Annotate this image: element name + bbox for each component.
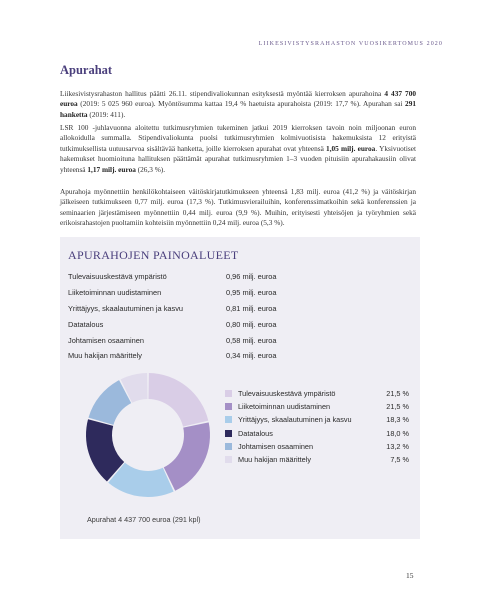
table-row-amount: 0,95 milj. euroa xyxy=(226,288,277,298)
table-row xyxy=(68,332,308,348)
legend-value: 13,2 % xyxy=(386,441,409,451)
legend-item xyxy=(225,387,409,400)
table-row-label: Liiketoiminnan uudistaminen xyxy=(68,288,162,298)
legend-label: Tulevaisuuskestävä ympäristö xyxy=(238,389,336,399)
table-row xyxy=(68,316,308,332)
legend-item xyxy=(225,440,409,453)
legend-label: Datatalous xyxy=(238,428,273,438)
legend-label: Muu hakijan määrittely xyxy=(238,455,312,465)
chart-legend xyxy=(225,387,409,466)
panel-footer: Apurahat 4 437 700 euroa (291 kpl) xyxy=(87,515,201,524)
grants-focus-panel xyxy=(60,237,420,539)
running-header: LIIKESIVISTYSRAHASTON VUOSIKERTOMUS 2020 xyxy=(258,41,443,47)
table-row-amount: 0,96 milj. euroa xyxy=(226,272,277,282)
paragraph-3: Apurahoja myönnettiin henkilökohtaiseen väitöskirjatutkimukseen yhteensä 1,83 milj. euroa (41,2 %) ja väitöskirjan jälkeiseen tutkimukseen 0,77 milj. euroa (17,3 %). Tutkimusvierailuihin, konferenssimatkoihin sekä konferenssien ja seminaarien järjestämiseen myönnettiin 0,44 milj. euroa (9,9 %). Muihin, erityisesti yhteisöjen ja työryhmien sekä erikoisrahastojen puoltamiin kohteisiin myönnettiin 0,24 milj. euroa (5,3 %). xyxy=(60,187,416,228)
donut-slice-2 xyxy=(164,422,210,490)
legend-swatch xyxy=(225,403,232,410)
amount-table xyxy=(68,269,308,364)
table-row-label: Datatalous xyxy=(68,319,104,329)
table-row xyxy=(68,301,308,317)
legend-label: Liiketoiminnan uudistaminen xyxy=(238,402,331,412)
legend-value: 21,5 % xyxy=(386,389,409,399)
panel-title: APURAHOJEN PAINOALUEET xyxy=(68,248,239,262)
legend-label: Yrittäjyys, skaalautuminen ja kasvu xyxy=(238,415,352,425)
table-row-amount: 0,81 milj. euroa xyxy=(226,303,277,313)
table-row-label: Yrittäjyys, skaalautuminen ja kasvu xyxy=(68,303,184,313)
legend-item xyxy=(225,400,409,413)
legend-swatch xyxy=(225,416,232,423)
table-row-amount: 0,80 milj. euroa xyxy=(226,319,277,329)
legend-swatch xyxy=(225,443,232,450)
paragraph-1: Liikesivistysrahaston hallitus päätti 26.11. stipendivaliokunnan esityksestä myöntää kierroksen apurahoina 4 437 700 euroa (2019: 5 025 960 euroa). Myöntösumma kattaa 19,4 % haetuista apurahoista (2019: 17,7 %). Apurahan sai 291 hanketta (2019: 411). xyxy=(60,89,416,119)
legend-label: Johtamisen osaaminen xyxy=(238,441,314,451)
table-row-amount: 0,34 milj. euroa xyxy=(226,351,277,361)
table-row-label: Tulevaisuuskestävä ympäristö xyxy=(68,272,167,282)
legend-swatch xyxy=(225,390,232,397)
donut-chart xyxy=(60,355,225,515)
legend-value: 18,0 % xyxy=(386,428,409,438)
legend-value: 21,5 % xyxy=(386,402,409,412)
legend-swatch xyxy=(225,430,232,437)
paragraph-2: LSR 100 -juhlavuonna aloitettu tutkimusryhmien tukeminen jatkui 2019 kierroksen tavoin noin miljoonan euron allokoidulla summalla. Stipendivaliokunta puolsi tutkimusryhmien kolmivuotisista hakemuksista 12 erityistä tutkimuksellista uutuusarvoa sisältävää hanketta, joille kierroksen apurahat ovat yhteensä 1,05 milj. euroa. Yksivuotiset hakemukset huomioituna hallituksen päättämät apurahat tutkimusryhmien 1–3 vuoden pituisiin apurahakausiin olivat yhteensä 1,17 milj. euroa (26,3 %). xyxy=(60,123,416,174)
table-row xyxy=(68,285,308,301)
table-row-label: Muu hakijan määrittely xyxy=(68,351,142,361)
donut-slice-1 xyxy=(149,373,209,427)
table-row-amount: 0,58 milj. euroa xyxy=(226,335,277,345)
legend-item xyxy=(225,427,409,440)
table-row-label: Johtamisen osaaminen xyxy=(68,335,145,345)
legend-item xyxy=(225,453,409,466)
legend-value: 7,5 % xyxy=(390,455,409,465)
table-row xyxy=(68,269,308,285)
legend-value: 18,3 % xyxy=(386,415,409,425)
page-number: 15 xyxy=(406,571,414,580)
legend-swatch xyxy=(225,456,232,463)
section-title: Apurahat xyxy=(60,63,113,77)
legend-item xyxy=(225,413,409,426)
